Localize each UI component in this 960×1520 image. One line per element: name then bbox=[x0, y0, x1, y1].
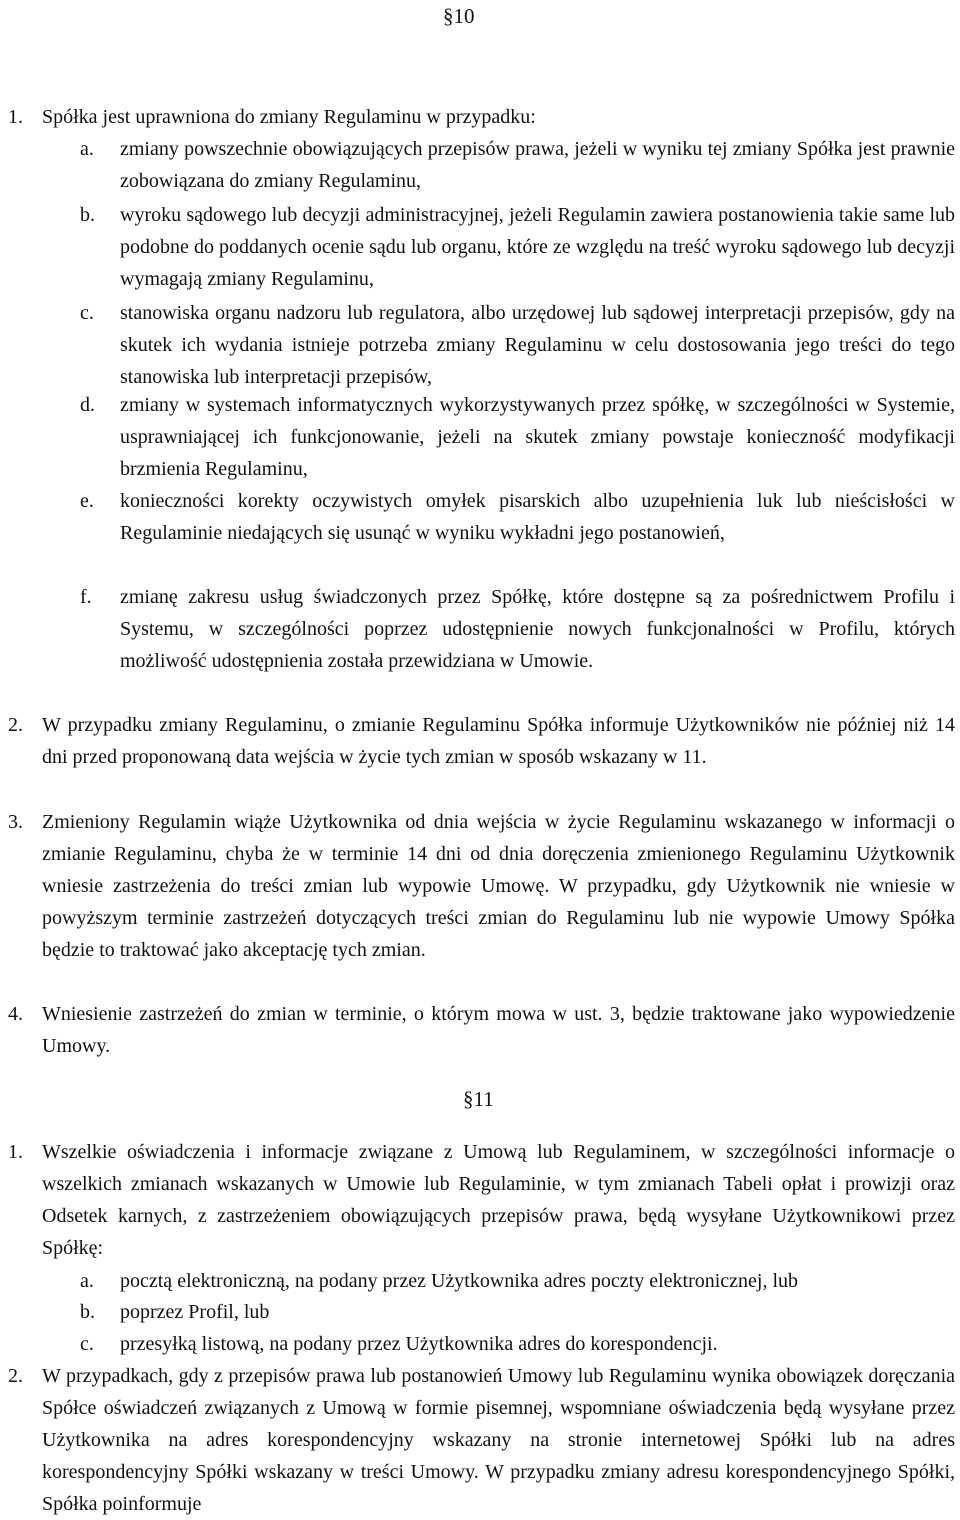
section-heading-11: §11 bbox=[463, 1087, 494, 1111]
paragraph-number: 2. bbox=[8, 714, 23, 736]
list-item-text: poprzez Profil, lub bbox=[120, 1301, 270, 1323]
list-letter: e. bbox=[80, 490, 94, 512]
list-letter: c. bbox=[80, 302, 94, 324]
paragraph-text: W przypadku zmiany Regulaminu, o zmianie Regulaminu Spółka informuje Użytkowników nie później niż 14 dni przed proponowaną data wejścia w życie tych zmian w sposób wskazany w 11. bbox=[42, 714, 955, 768]
list-item-text: wyroku sądowego lub decyzji administracyjnej, jeżeli Regulamin zawiera postanowienia takie same lub podobne do poddanych ocenie sądu lub organu, które ze względu na treść wyroku sądowego lub decyzji wymagają zmiany Regulaminu, bbox=[120, 204, 955, 290]
list-item-text: pocztą elektroniczną, na podany przez Użytkownika adres poczty elektronicznej, lub bbox=[120, 1270, 799, 1292]
paragraph-number: 1. bbox=[8, 1141, 23, 1163]
list-item-text: stanowiska organu nadzoru lub regulatora, albo urzędowej lub sądowej interpretacji przepisów, gdy na skutek ich wydania istnieje potrzeba zmiany Regulaminu w celu dostosowania jego treści do tego stanowiska lub interpretacji przepisów, bbox=[120, 302, 955, 388]
list-letter: a. bbox=[80, 1270, 94, 1292]
list-item-text: zmiany powszechnie obowiązujących przepisów prawa, jeżeli w wyniku tej zmiany Spółka jest prawnie zobowiązana do zmiany Regulaminu, bbox=[120, 138, 955, 192]
paragraph-number: 3. bbox=[8, 811, 23, 833]
list-letter: c. bbox=[80, 1333, 94, 1355]
section-heading-10: §10 bbox=[443, 4, 475, 28]
list-letter: b. bbox=[80, 1301, 95, 1323]
paragraph-number: 1. bbox=[8, 106, 23, 128]
list-item-text: zmianę zakresu usług świadczonych przez Spółkę, które dostępne są za pośrednictwem Profilu i Systemu, w szczególności poprzez udostępnienie nowych funkcjonalności w Profilu, których możliwość udostępnienia została przewidziana w Umowie. bbox=[120, 586, 955, 672]
list-letter: d. bbox=[80, 394, 95, 416]
paragraph-number: 4. bbox=[8, 1003, 23, 1025]
paragraph-text: W przypadkach, gdy z przepisów prawa lub postanowień Umowy lub Regulaminu wynika obowiązek doręczania Spółce oświadczeń związanych z Umową w formie pisemnej, wspomniane oświadczenia będą wysyłane przez Użytkownika na adres korespondencyjny wskazany na stronie internetowej Spółki lub na adres korespondencyjny Spółki wskazany w treści Umowy. W przypadku zmiany adresu korespondencyjnego Spółki, Spółka poinformuje bbox=[42, 1365, 955, 1515]
list-item-text: zmiany w systemach informatycznych wykorzystywanych przez spółkę, w szczególności w Systemie, usprawniającej ich funkcjonowanie, jeżeli na skutek zmiany powstaje konieczność modyfikacji brzmienia Regulaminu, bbox=[120, 394, 955, 480]
list-letter: f. bbox=[80, 586, 92, 608]
list-item-text: konieczności korekty oczywistych omyłek pisarskich albo uzupełnienia luk lub nieścisłości w Regulaminie niedających się usunąć w wyniku wykładni jego postanowień, bbox=[120, 490, 955, 544]
paragraph-number: 2. bbox=[8, 1365, 23, 1387]
list-letter: b. bbox=[80, 204, 95, 226]
paragraph-text: Zmieniony Regulamin wiąże Użytkownika od dnia wejścia w życie Regulaminu wskazanego w informacji o zmianie Regulaminu, chyba że w terminie 14 dni od dnia doręczenia zmienionego Regulaminu Użytkownik wniesie zastrzeżenia do treści zmian lub wypowie Umowę. W przypadku, gdy Użytkownik nie wniesie w powyższym terminie zastrzeżeń dotyczących treści zmian do Regulaminu lub nie wypowie Umowy Spółka będzie to traktować jako akceptację tych zmian. bbox=[42, 811, 955, 961]
paragraph-text: Wszelkie oświadczenia i informacje związane z Umową lub Regulaminem, w szczególności informacje o wszelkich zmianach wskazanych w Umowie lub Regulaminie, w tym zmianach Tabeli opłat i prowizji oraz Odsetek karnych, z zastrzeżeniem obowiązujących przepisów prawa, będą wysyłane Użytkownikowi przez Spółkę: bbox=[42, 1141, 955, 1259]
list-letter: a. bbox=[80, 138, 94, 160]
paragraph-text: Wniesienie zastrzeżeń do zmian w terminie, o którym mowa w ust. 3, będzie traktowane jako wypowiedzenie Umowy. bbox=[42, 1003, 955, 1057]
list-item-text: przesyłką listową, na podany przez Użytkownika adres do korespondencji. bbox=[120, 1333, 718, 1355]
paragraph-text: Spółka jest uprawniona do zmiany Regulaminu w przypadku: bbox=[42, 106, 536, 128]
